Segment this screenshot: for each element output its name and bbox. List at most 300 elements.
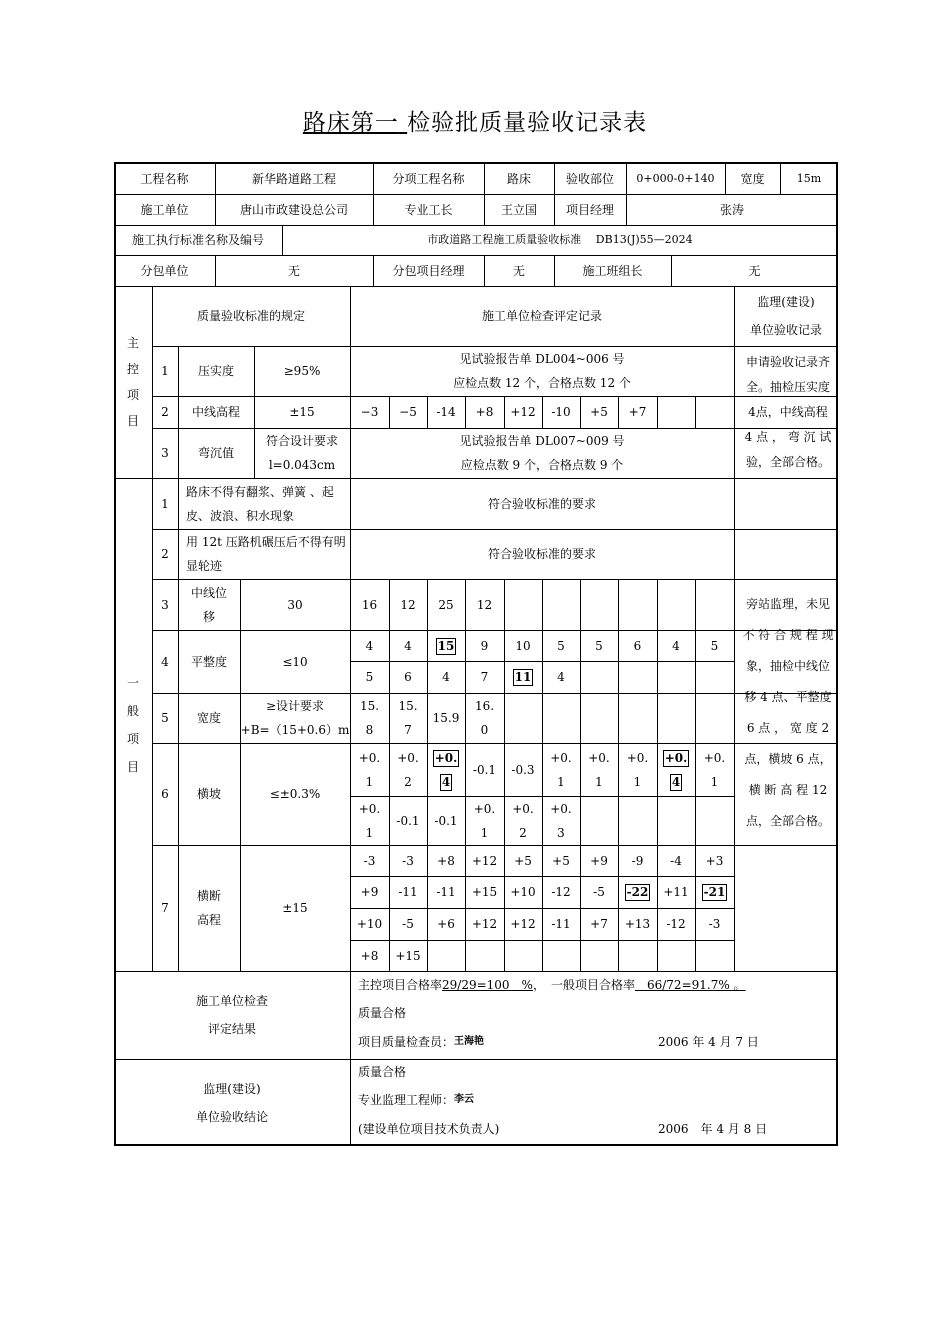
main-item-record xyxy=(350,428,734,478)
result-date-text: 2006 年 4 月 7 日 xyxy=(658,1035,759,1049)
main-item-std xyxy=(254,396,350,428)
general-supervision-text: 横 断 高 程 12 xyxy=(748,783,828,797)
general-item-std-text: ±15 xyxy=(282,901,308,915)
measure-value xyxy=(657,630,695,661)
measure-value xyxy=(389,876,427,908)
main-supervision-text: 全。抽检压实度 xyxy=(745,379,830,394)
main-item-std-text: ±15 xyxy=(289,405,315,419)
measure-value xyxy=(657,743,695,796)
general-item-name xyxy=(178,743,240,845)
grid-line xyxy=(657,396,658,428)
measure-value xyxy=(542,876,580,908)
measure-value xyxy=(465,693,504,743)
measure-value-text: -11 xyxy=(551,917,571,931)
measure-value-text: +15 xyxy=(471,885,498,899)
general-item-desc xyxy=(178,529,350,579)
record-header-text: 施工单位检查评定记录 xyxy=(481,309,602,323)
pass-rate-text: 66/72=91.7% 。 xyxy=(634,978,746,992)
construction-unit-label-text: 施工单位 xyxy=(140,202,189,217)
general-item-name xyxy=(178,845,240,971)
general-item-no xyxy=(152,845,178,971)
result-label-text: 评定结果 xyxy=(207,1022,256,1036)
measure-value-text: -4 xyxy=(670,853,682,868)
general-item-no xyxy=(152,529,178,579)
measure-value-text: −3 xyxy=(360,405,379,419)
measure-value xyxy=(580,630,618,661)
conclusion-label-text: 单位验收结论 xyxy=(195,1109,268,1124)
measure-value-text: +5 xyxy=(552,853,570,868)
measure-value-text: 1 xyxy=(365,825,374,840)
general-item-std xyxy=(240,693,350,743)
measure-value xyxy=(389,630,427,661)
measure-value xyxy=(695,908,734,940)
measure-value xyxy=(427,796,465,845)
measure-value-text: 2 xyxy=(519,825,527,840)
measure-value xyxy=(542,796,580,845)
measure-value-text: +0. xyxy=(473,801,496,816)
sub-unit xyxy=(215,255,373,286)
measure-value-text: 1 xyxy=(557,774,565,789)
measure-value xyxy=(350,796,389,845)
general-item-std-text: ≤±0.3% xyxy=(269,787,321,801)
measure-value-text: 9 xyxy=(480,638,489,653)
general-item-no xyxy=(152,579,178,630)
manager-text: 张涛 xyxy=(719,202,744,217)
conclusion-note-text: (建设单位项目技术负责人) xyxy=(358,1122,500,1136)
sub-project xyxy=(484,163,554,194)
main-item-no-text: 3 xyxy=(161,446,169,460)
general-supervision-text: 移 4 点、平整度 xyxy=(744,690,832,704)
measure-value xyxy=(465,908,504,940)
measure-value-text: 2 xyxy=(404,774,412,789)
measure-value-text: +5 xyxy=(590,405,608,419)
acceptance-part-label-text: 验收部位 xyxy=(565,171,614,186)
measure-value-text: -12 xyxy=(551,885,571,899)
grid-line xyxy=(734,286,735,971)
measure-value-text: +0. xyxy=(397,750,419,765)
sub-unit-label xyxy=(114,255,215,286)
sub-manager-text: 无 xyxy=(512,263,525,278)
measure-value xyxy=(350,743,389,796)
measure-value xyxy=(389,908,427,940)
std-header-text: 质量验收标准的规定 xyxy=(196,309,305,323)
main-item-name-text: 压实度 xyxy=(197,364,234,378)
measure-value-text: 16 xyxy=(361,597,378,612)
general-item-desc xyxy=(178,478,350,529)
measure-value xyxy=(465,743,504,796)
measure-value xyxy=(504,396,542,428)
measure-value xyxy=(350,630,389,661)
general-supervision-text: 6 点 ， 宽 度 2 xyxy=(746,721,830,735)
measure-value xyxy=(504,661,542,693)
measure-value-text: +0. xyxy=(626,750,649,765)
main-item-no-text: 2 xyxy=(161,405,169,419)
measure-value xyxy=(427,876,465,908)
measure-value xyxy=(350,579,389,630)
general-item-record-text: 符合验收标准的要求 xyxy=(487,547,596,561)
manager-label xyxy=(554,194,626,225)
project-name-label xyxy=(114,163,215,194)
width-label xyxy=(725,163,780,194)
general-item-no-text: 1 xyxy=(161,496,169,511)
measure-value-text: +10 xyxy=(356,917,383,931)
main-item-std xyxy=(254,428,350,478)
general-supervision-text: 点，横坡 6 点， xyxy=(744,752,832,766)
measure-value-text: 12 xyxy=(400,597,416,612)
measure-value xyxy=(580,908,618,940)
general-item-std-text: 30 xyxy=(287,597,303,612)
conclusion-label xyxy=(114,1059,350,1146)
main-section-label-text: 控 xyxy=(126,362,139,376)
team-leader-text: 无 xyxy=(748,263,761,278)
pass-rate-line xyxy=(358,973,828,997)
measure-value xyxy=(389,396,427,428)
measure-value-text: +6 xyxy=(437,917,455,931)
measure-value-text: 12 xyxy=(476,597,493,612)
measure-value-text: -3 xyxy=(708,917,721,931)
main-item-std xyxy=(254,346,350,396)
measure-value-text: 1 xyxy=(365,774,374,789)
measure-value-text: +0. xyxy=(703,750,726,765)
measure-value-text: +8 xyxy=(475,405,494,419)
general-item-no xyxy=(152,630,178,693)
general-supervision-text: 象，抽检中线位 xyxy=(745,659,830,673)
record-header xyxy=(350,286,734,346)
main-section-label xyxy=(114,286,152,478)
measure-value-text: -0.1 xyxy=(396,813,420,828)
measure-value xyxy=(350,845,389,876)
general-item-no-text: 5 xyxy=(161,711,169,725)
engineer-label: 专业监理工程师： xyxy=(358,1093,455,1107)
measure-value xyxy=(695,876,734,908)
measure-value xyxy=(427,661,465,693)
grid-line xyxy=(350,971,351,1146)
inspector-signature: 王海艳 xyxy=(454,1036,485,1047)
main-section-label-text: 项 xyxy=(126,388,139,402)
general-section-label-text: 般 xyxy=(126,703,139,718)
supervision-header-text: 单位验收记录 xyxy=(749,323,822,337)
measure-value xyxy=(504,876,542,908)
team-leader xyxy=(671,255,838,286)
measure-value-text: 6 xyxy=(404,670,412,684)
measure-value xyxy=(389,796,427,845)
general-item-desc-text: 路床不得有翻浆、弹簧 、起 xyxy=(186,484,334,499)
main-item-no xyxy=(152,428,178,478)
supervision-header xyxy=(734,286,838,346)
measure-value xyxy=(580,743,618,796)
measure-value xyxy=(657,876,695,908)
general-item-name-text: 宽度 xyxy=(196,711,221,725)
general-supervision-text: 不 符 合 规 程 现 xyxy=(742,628,834,642)
measure-value-text: 15.9 xyxy=(432,711,460,725)
general-item-no xyxy=(152,478,178,529)
measure-value-text: +8 xyxy=(437,853,455,868)
sub-manager-label xyxy=(373,255,484,286)
main-item-name xyxy=(178,346,254,396)
general-item-no-text: 4 xyxy=(161,654,169,669)
general-item-name xyxy=(178,630,240,693)
measure-value-text: +12 xyxy=(471,917,498,931)
construction-unit xyxy=(215,194,373,225)
grid-line xyxy=(695,396,696,428)
measure-value-text: +13 xyxy=(624,917,651,931)
general-item-name-text: 中线位 xyxy=(190,585,227,600)
sub-unit-text: 无 xyxy=(287,263,300,278)
measure-value-text: -12 xyxy=(666,917,686,931)
measure-value-text: 4 xyxy=(404,638,412,653)
project-name-text: 新华路道路工程 xyxy=(251,171,336,186)
measure-value-text: 8 xyxy=(365,723,374,737)
foreman-label xyxy=(373,194,484,225)
measure-value xyxy=(542,630,580,661)
sub-project-label xyxy=(373,163,484,194)
measure-value-text: 11 xyxy=(514,670,532,684)
measure-value xyxy=(618,743,657,796)
pass-rate-text: 29/29=100 % xyxy=(442,978,533,992)
measure-value xyxy=(350,661,389,693)
main-item-name xyxy=(178,428,254,478)
std-header xyxy=(152,286,350,346)
measure-value xyxy=(618,396,657,428)
main-supervision xyxy=(738,346,838,478)
sub-project-label-text: 分项工程名称 xyxy=(392,171,465,186)
foreman xyxy=(484,194,554,225)
measure-value xyxy=(389,940,427,971)
general-item-name xyxy=(178,579,240,630)
measure-value-text: 15. xyxy=(398,699,418,713)
measure-value xyxy=(465,876,504,908)
measure-value-text: -3 xyxy=(363,853,376,868)
main-item-std-text: ≥95% xyxy=(283,364,321,378)
measure-value-text: +7 xyxy=(628,405,647,419)
measure-value xyxy=(695,845,734,876)
measure-value-text: 4 xyxy=(441,774,451,789)
measure-value-text: +8 xyxy=(360,948,379,963)
general-supervision xyxy=(738,580,838,846)
measure-value-text: +7 xyxy=(590,917,608,931)
result-label-text: 施工单位检查 xyxy=(195,994,268,1008)
general-item-name-text: 移 xyxy=(202,609,215,624)
measure-value-text: +0. xyxy=(434,750,458,765)
manager-label-text: 项目经理 xyxy=(565,202,614,217)
inspector-line xyxy=(358,1030,658,1054)
general-item-name xyxy=(178,693,240,743)
measure-value-text: +12 xyxy=(510,917,536,931)
general-section-label-text: 目 xyxy=(126,759,139,774)
measure-value-text: -3 xyxy=(402,853,414,868)
construction-unit-text: 唐山市政建设总公司 xyxy=(239,202,348,217)
general-item-std xyxy=(240,743,350,845)
general-section-label-text: 一 xyxy=(126,675,139,690)
measure-value xyxy=(427,693,465,743)
measure-value-text: +5 xyxy=(514,853,532,868)
measure-value xyxy=(695,743,734,796)
measure-value-text: 5 xyxy=(557,638,565,653)
measure-value xyxy=(350,396,389,428)
width-value xyxy=(780,163,838,194)
general-item-record xyxy=(350,478,734,529)
acceptance-part xyxy=(626,163,725,194)
measure-value-text: -0.3 xyxy=(511,762,535,777)
main-section-label-text: 主 xyxy=(126,336,139,350)
measure-value xyxy=(542,396,580,428)
measure-value xyxy=(465,845,504,876)
measure-value-text: 1 xyxy=(595,774,603,789)
main-supervision-text: 申请验收记录齐 xyxy=(745,354,830,369)
sub-project-text: 路床 xyxy=(506,171,531,186)
general-item-std-text: ≤10 xyxy=(282,654,308,669)
measure-value-text: 4 xyxy=(671,774,681,789)
main-item-record-text: 见试验报告单 DL004~006 号 xyxy=(459,352,625,366)
conclusion-date-text: 2006 年 4 月 8 日 xyxy=(658,1122,768,1136)
measure-value xyxy=(657,908,695,940)
measure-value xyxy=(465,796,504,845)
supervision-header-text: 监理(建设) xyxy=(757,295,815,309)
measure-value-text: 5 xyxy=(595,638,603,653)
measure-value xyxy=(350,908,389,940)
general-item-no xyxy=(152,693,178,743)
measure-value-text: 5 xyxy=(365,670,374,684)
measure-value xyxy=(618,908,657,940)
width-value-text: 15m xyxy=(796,171,822,185)
measure-value-text: 4 xyxy=(365,638,374,653)
main-supervision-text: 4点，中线高程 xyxy=(748,404,828,419)
measure-value xyxy=(427,630,465,661)
main-item-record-text: 应检点数 9 个，合格点数 9 个 xyxy=(460,458,624,472)
general-item-name-text: 高程 xyxy=(196,913,221,927)
standard-label-text: 施工执行标准名称及编号 xyxy=(131,233,264,247)
measure-value xyxy=(618,630,657,661)
page-title: 路床第一 检验批质量验收记录表 xyxy=(302,110,648,136)
main-item-std-text: 符合设计要求 xyxy=(265,434,338,448)
general-supervision-text: 点，全部合格。 xyxy=(745,814,830,828)
engineer-line xyxy=(358,1088,658,1112)
measure-value xyxy=(657,845,695,876)
measure-value xyxy=(350,876,389,908)
team-leader-label-text: 施工班组长 xyxy=(582,263,643,278)
measure-value-text: -21 xyxy=(703,885,726,899)
measure-value xyxy=(580,845,618,876)
pass-rate-text: ， 一般项目合格率 xyxy=(532,978,635,992)
measure-value xyxy=(427,396,465,428)
measure-value-text: +3 xyxy=(705,853,724,868)
measure-value xyxy=(542,908,580,940)
measure-value-text: 3 xyxy=(557,825,565,840)
main-item-name-text: 弯沉值 xyxy=(197,446,234,460)
measure-value-text: 15 xyxy=(437,638,455,653)
measure-value xyxy=(618,845,657,876)
measure-value-text: +0. xyxy=(550,801,572,816)
main-item-std-text: l=0.043cm xyxy=(268,458,336,472)
main-item-record xyxy=(350,346,734,396)
measure-value xyxy=(618,876,657,908)
measure-value xyxy=(542,845,580,876)
measure-value xyxy=(542,661,580,693)
general-item-no-text: 3 xyxy=(161,597,169,612)
conclusion-date xyxy=(658,1117,800,1141)
measure-value-text: 6 xyxy=(633,638,642,653)
measure-value-text: +11 xyxy=(663,885,689,899)
measure-value xyxy=(427,845,465,876)
general-section-label xyxy=(114,478,152,971)
general-item-desc-text: 用 12t 压路机碾压后不得有明 xyxy=(186,535,346,549)
conclusion-quality xyxy=(358,1060,600,1084)
measure-value-text: 4 xyxy=(557,670,565,684)
construction-unit-label xyxy=(114,194,215,225)
measure-value xyxy=(389,579,427,630)
measure-value xyxy=(350,940,389,971)
measure-value-text: 7 xyxy=(480,670,489,684)
main-item-no xyxy=(152,346,178,396)
measure-value xyxy=(504,845,542,876)
conclusion-quality-text: 质量合格 xyxy=(358,1065,407,1079)
measure-value-text: 10 xyxy=(515,638,531,653)
general-item-no xyxy=(152,743,178,845)
main-item-record-text: 应检点数 12 个，合格点数 12 个 xyxy=(453,376,631,390)
measure-value-text: +12 xyxy=(471,853,498,868)
main-item-name-text: 中线高程 xyxy=(191,405,240,419)
measure-value-text: 4 xyxy=(442,670,450,684)
width-label-text: 宽度 xyxy=(740,171,765,186)
measure-value-text: −5 xyxy=(399,405,417,419)
foreman-label-text: 专业工长 xyxy=(404,202,453,217)
measure-value-text: -9 xyxy=(631,853,644,868)
sub-unit-label-text: 分包单位 xyxy=(140,263,189,278)
result-label xyxy=(114,971,350,1059)
foreman-text: 王立国 xyxy=(500,202,537,217)
acceptance-part-label xyxy=(554,163,626,194)
measure-value-text: 1 xyxy=(633,774,642,789)
measure-value xyxy=(427,579,465,630)
general-section-label-text: 项 xyxy=(126,731,139,746)
conclusion-label-text: 监理(建设) xyxy=(203,1081,261,1096)
main-section-label-text: 目 xyxy=(126,414,139,428)
measure-value-text: -11 xyxy=(436,885,456,899)
main-item-no-text: 1 xyxy=(161,364,169,378)
project-name xyxy=(215,163,373,194)
general-item-name-text: 平整度 xyxy=(190,654,227,669)
measure-value-text: -0.1 xyxy=(434,813,458,828)
measure-value xyxy=(580,876,618,908)
result-quality xyxy=(358,1001,600,1025)
measure-value-text: 1 xyxy=(480,825,489,840)
measure-value-text: 15. xyxy=(359,699,380,713)
measure-value-text: 7 xyxy=(404,723,412,737)
main-item-record-text: 见试验报告单 DL007~009 号 xyxy=(459,434,625,448)
measure-value-text: 0 xyxy=(480,723,489,737)
engineer-signature: 李云 xyxy=(454,1094,475,1105)
measure-value-text: +9 xyxy=(590,853,608,868)
measure-value xyxy=(542,743,580,796)
measure-value-text: -11 xyxy=(398,885,418,899)
measure-value-text: +0. xyxy=(664,750,688,765)
general-item-no-text: 2 xyxy=(161,547,169,561)
measure-value xyxy=(427,908,465,940)
sub-manager-label-text: 分包项目经理 xyxy=(392,263,465,278)
measure-value-text: +12 xyxy=(510,405,536,419)
pass-rate-text: 主控项目合格率 xyxy=(358,978,443,992)
measure-value-text: -5 xyxy=(593,885,605,899)
measure-value-text: 1 xyxy=(710,774,719,789)
standard xyxy=(282,225,838,255)
main-item-no xyxy=(152,396,178,428)
measure-value-text: -22 xyxy=(626,885,649,899)
result-date xyxy=(658,1030,800,1054)
measure-value xyxy=(389,743,427,796)
measure-value-text: 4 xyxy=(672,638,680,653)
measure-value-text: -0.1 xyxy=(472,762,497,777)
measure-value-text: +10 xyxy=(510,885,536,899)
